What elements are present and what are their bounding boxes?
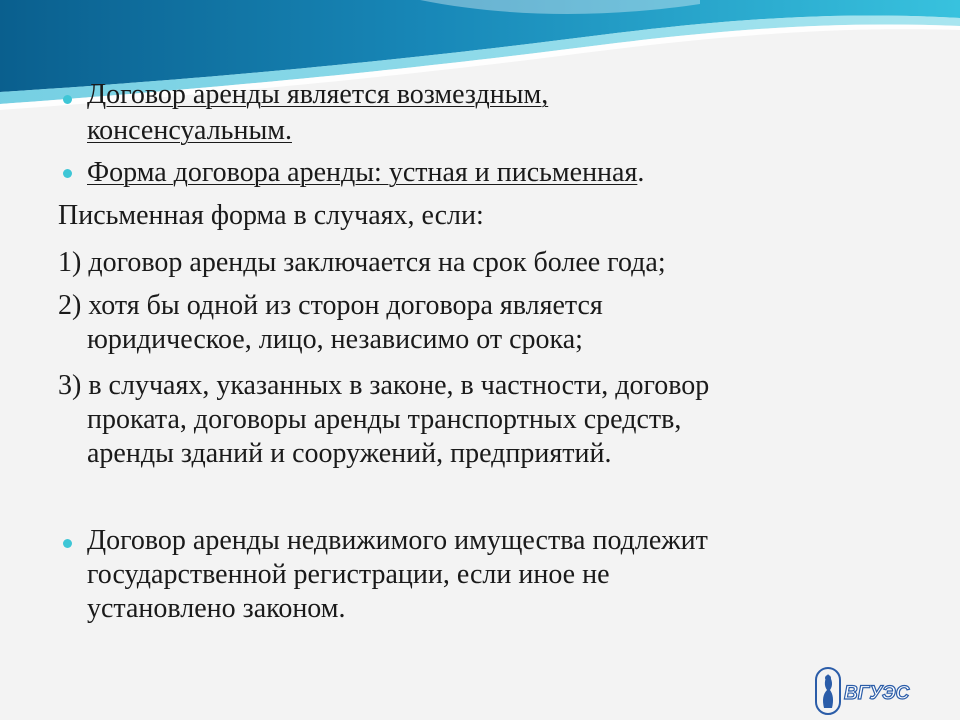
bullet-2-text: Форма договора аренды: устная и письменная. <box>87 157 645 188</box>
bullet-3-line-2: государственной регистрации, если иное не <box>87 559 610 590</box>
list-item-1: 1) договор аренды заключается на срок более года; <box>58 247 666 278</box>
written-form-intro: Письменная форма в случаях, если: <box>58 200 484 231</box>
university-logo <box>812 666 924 716</box>
university-emblem-icon <box>816 668 840 714</box>
list-item-3-line-3: аренды зданий и сооружений, предприятий. <box>87 438 612 469</box>
list-item-2-line-1: 2) хотя бы одной из сторон договора является <box>58 290 603 321</box>
logo-text: ВГУЭС <box>844 683 910 704</box>
list-item-3-line-1: 3) в случаях, указанных в законе, в частности, договор <box>58 370 710 401</box>
bullet-1-line-1: Договор аренды является возмездным, <box>87 79 549 110</box>
bullet-3-line-1: Договор аренды недвижимого имущества подлежит <box>87 525 708 556</box>
list-item-3-line-2: проката, договоры аренды транспортных средств, <box>87 404 682 435</box>
list-item-2-line-2: юридическое, лицо, независимо от срока; <box>87 324 583 355</box>
bullet-3-line-3: установлено законом. <box>87 593 346 624</box>
bullet-1-line-2: консенсуальным. <box>87 115 292 146</box>
